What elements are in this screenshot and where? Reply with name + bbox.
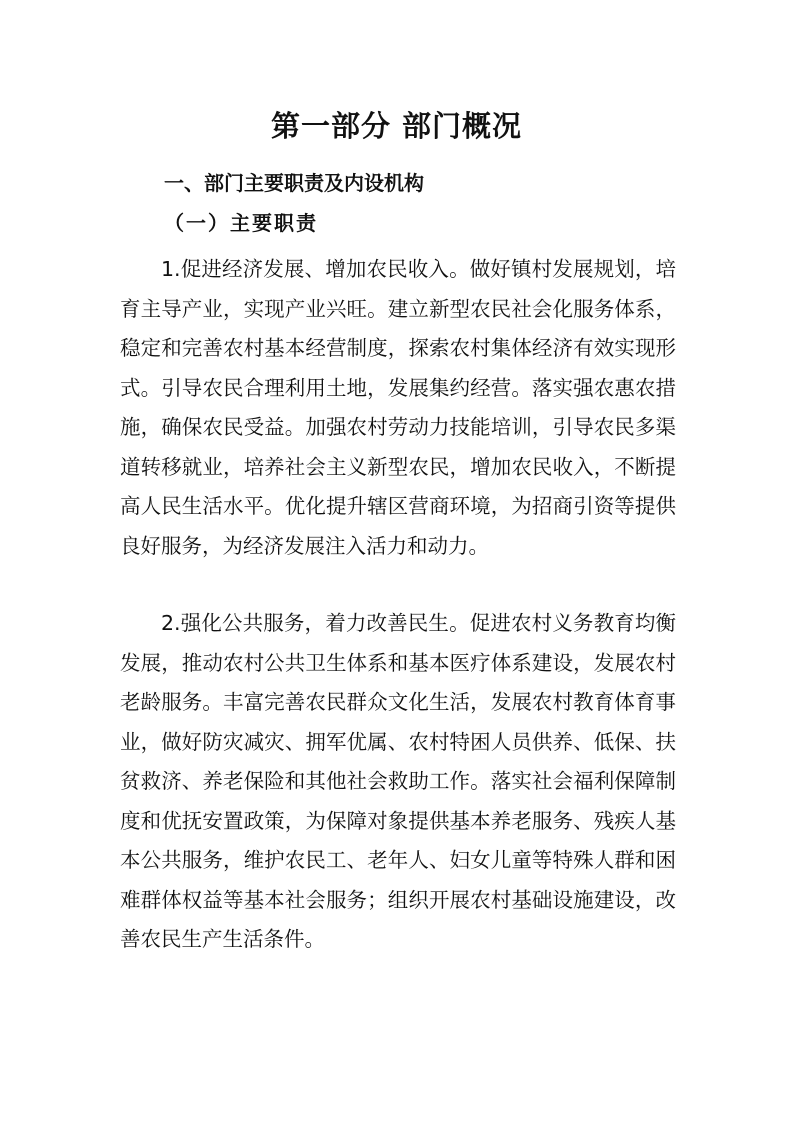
subsection-heading: （一）主要职责 bbox=[164, 211, 318, 235]
paragraph-duty-2: 2.强化公共服务，着力改善民生。促进农村义务教育均衡发展，推动农村公共卫生体系和基本医疗体系建设，发展农村老龄服务。丰富完善农民群众文化生活，发展农村教育体育事业，做好防灾减灾、拥军优属、农村特困人员供养、低保、扶贫救济、养老保险和其他社会救助工作。落实社会福利保障制度和优抚安置政策，为保障对象提供基本养老服务、残疾人基本公共服务，维护农民工、老年人、妇女儿童等特殊人群和困难群体权益等基本社会服务；组织开展农村基础设施建设，改善农民生产生活条件。 bbox=[120, 611, 676, 951]
section-heading: 一、部门主要职责及内设机构 bbox=[164, 171, 424, 195]
paragraph-duty-1: 1.促进经济发展、增加农民收入。做好镇村发展规划，培育主导产业，实现产业兴旺。建立新型农民社会化服务体系，稳定和完善农村基本经营制度，探索农村集体经济有效实现形式。引导农民合理利用土地，发展集约经营。落实强农惠农措施，确保农民受益。加强农村劳动力技能培训，引导农民多渠道转移就业，培养社会主义新型农民，增加农民收入，不断提高人民生活水平。优化提升辖区营商环境，为招商引资等提供良好服务，为经济发展注入活力和动力。 bbox=[120, 257, 676, 558]
page-title: 第一部分 部门概况 bbox=[270, 109, 523, 143]
